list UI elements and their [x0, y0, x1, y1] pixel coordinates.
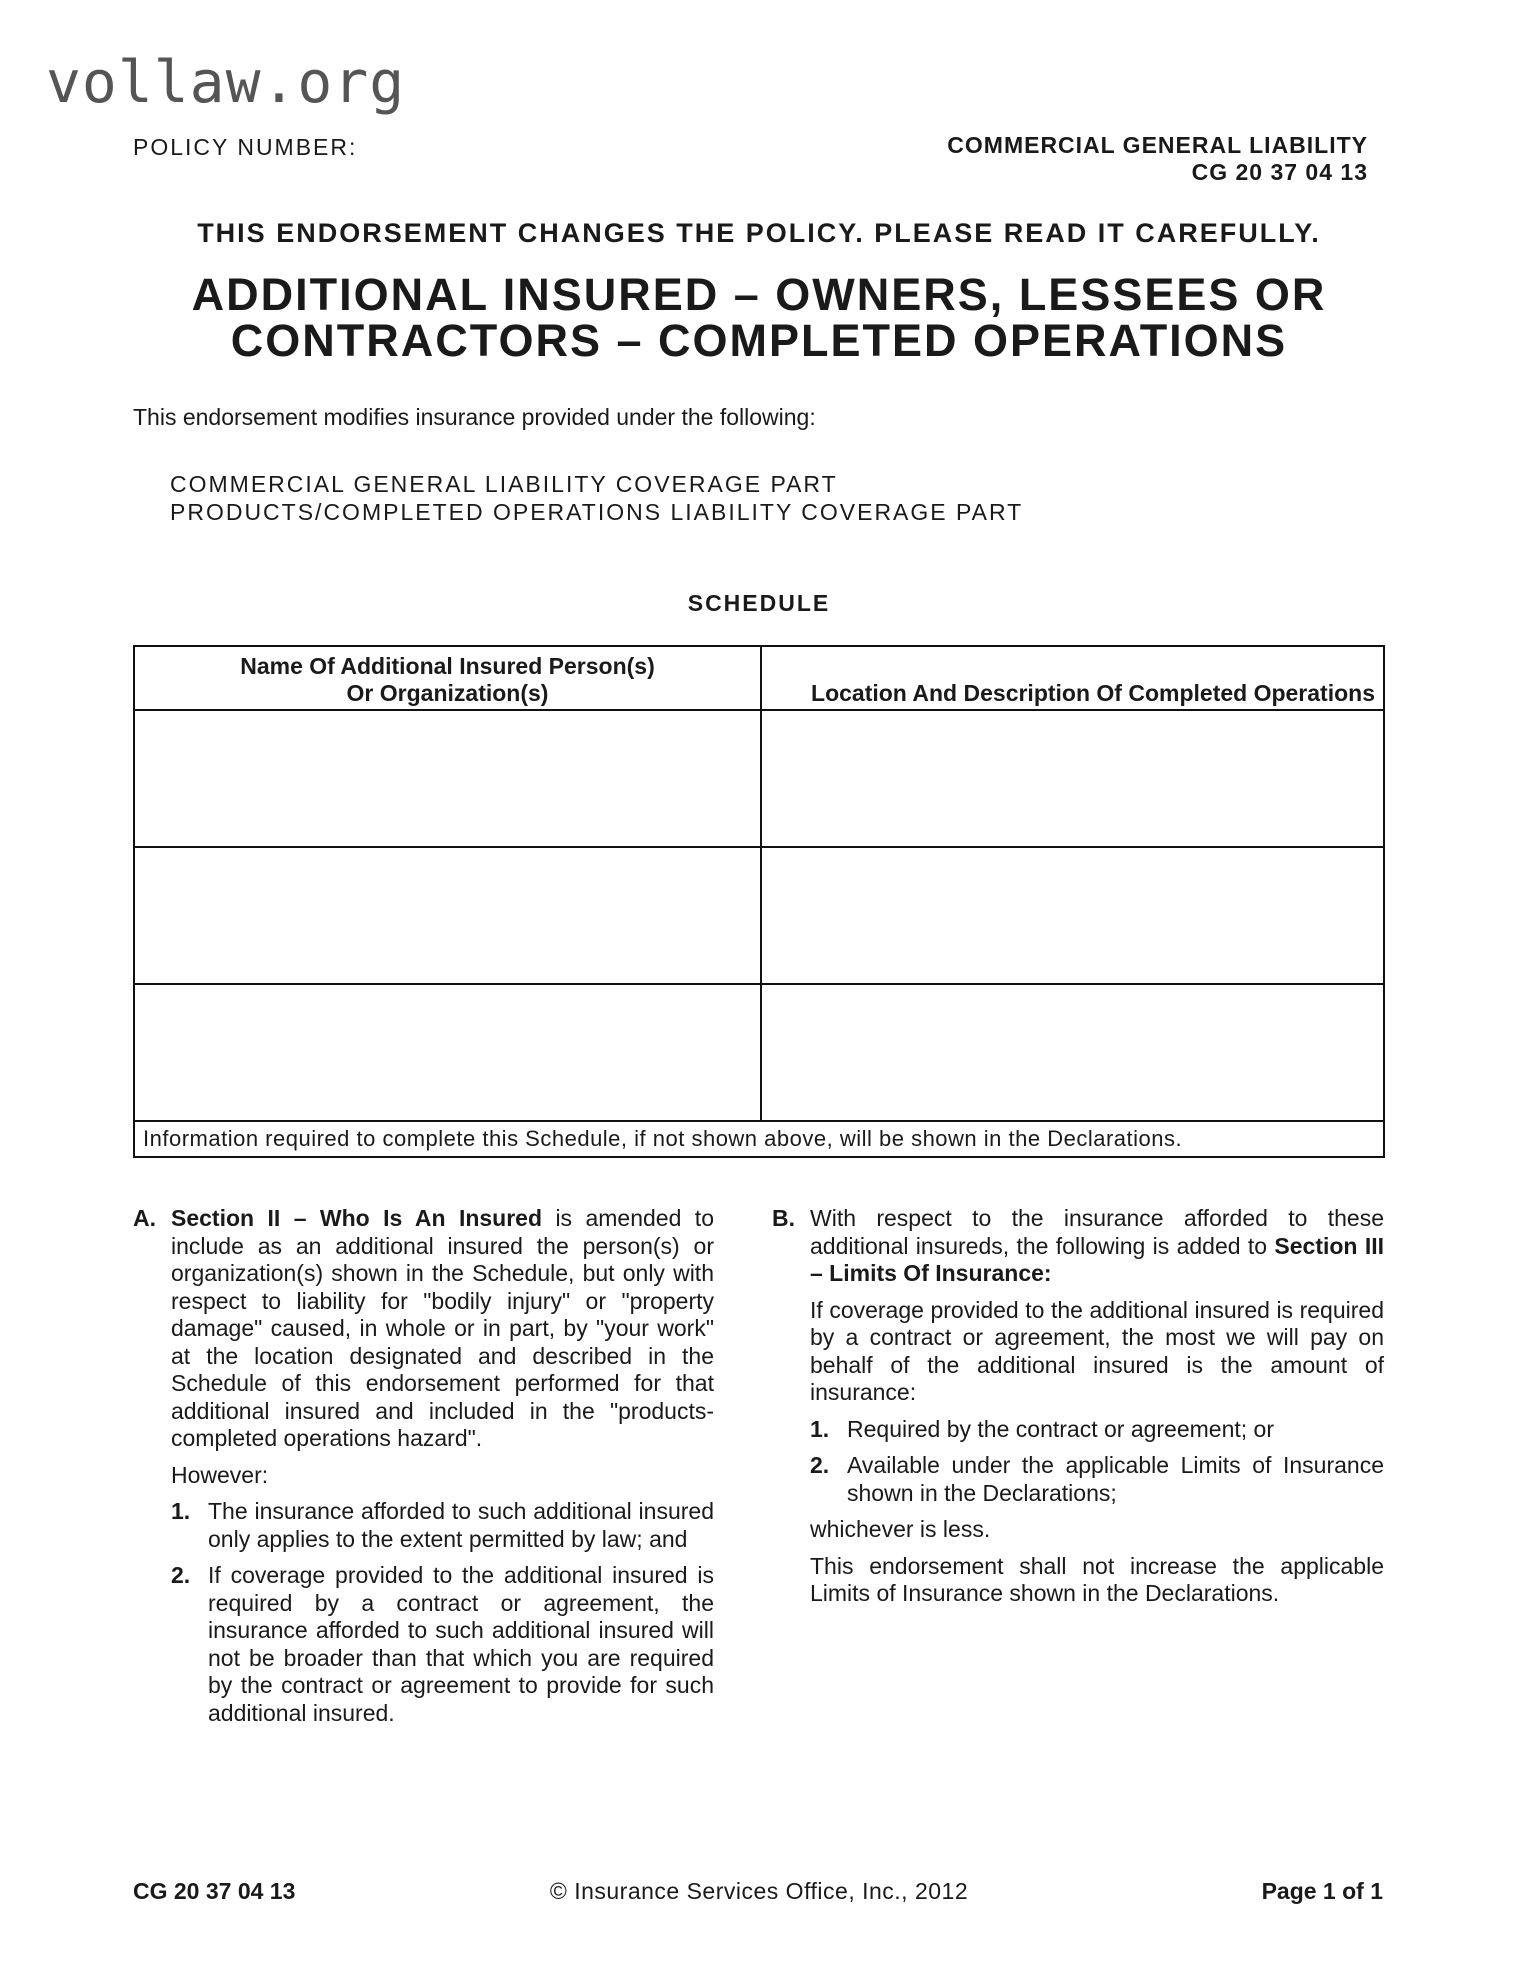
- schedule-table: [133, 645, 1385, 1158]
- schedule-location-cell[interactable]: [761, 710, 1384, 847]
- list-item-number: 2.: [171, 1562, 191, 1588]
- footer-page-number: Page 1 of 1: [1261, 1878, 1383, 1904]
- schedule-name-cell[interactable]: [134, 710, 761, 847]
- table-row: [134, 847, 1384, 984]
- section-b-text: With respect to the insurance afforded to these additional insureds, the following is added to: [810, 1205, 1384, 1259]
- schedule-col-name-line-1: Name Of Additional Insured Person(s): [240, 653, 655, 679]
- section-b-body: [810, 1205, 1384, 1617]
- section-b-closing: This endorsement shall not increase the applicable Limits of Insurance shown in the Declarations.: [810, 1552, 1384, 1606]
- schedule-note-row: [134, 1121, 1384, 1157]
- section-a: [133, 1205, 714, 1736]
- schedule-location-cell[interactable]: [761, 847, 1384, 984]
- list-item-text: Required by the contract or agreement; or: [847, 1415, 1275, 1442]
- section-b-para: If coverage provided to the additional insured is required by a contract or agreement, the most we will pay on behalf of the additional insured is the amount of insurance:: [810, 1296, 1384, 1405]
- section-b: [772, 1205, 1384, 1617]
- list-item: [810, 1416, 1384, 1444]
- schedule-heading: SCHEDULE: [687, 590, 831, 616]
- table-row: [134, 710, 1384, 847]
- section-b-item: [772, 1205, 1384, 1617]
- schedule-col-name-header: [134, 646, 761, 710]
- section-b-whichever: whichever is less.: [810, 1516, 991, 1542]
- coverage-parts-list: [170, 470, 1023, 526]
- schedule-col-location-header: Location And Description Of Completed Operations: [761, 646, 1384, 710]
- title-line-1: ADDITIONAL INSURED – OWNERS, LESSEES OR: [191, 269, 1327, 320]
- section-a-item: [133, 1205, 714, 1736]
- list-item: [171, 1562, 714, 1727]
- list-item-text: Available under the applicable Limits of Insurance shown in the Declarations;: [847, 1452, 1384, 1506]
- list-item-number: 1.: [171, 1498, 191, 1524]
- section-a-label: A.: [133, 1205, 156, 1231]
- table-row: [134, 984, 1384, 1121]
- schedule-location-cell[interactable]: [761, 984, 1384, 1121]
- section-a-body: [171, 1205, 714, 1736]
- schedule-col-name-line-2: Or Organization(s): [346, 680, 549, 706]
- section-a-lead: Section II – Who Is An Insured: [171, 1205, 543, 1231]
- watermark-text: vollaw.org: [46, 48, 406, 116]
- section-a-text: is amended to include as an additional insured the person(s) or organization(s) shown in the Schedule, but only with respect to liability for "bodily injury" or "property damage" caused, in whole or in part, by "your work" at the location designated and described in the Schedule of this endorsement performed for that additional insured and included in the "products-completed operations hazard".: [171, 1205, 714, 1451]
- policy-number-label: POLICY NUMBER:: [133, 134, 358, 160]
- page-title: [0, 269, 1518, 366]
- coverage-part: COMMERCIAL GENERAL LIABILITY COVERAGE PART: [170, 471, 838, 497]
- title-line-2: CONTRACTORS – COMPLETED OPERATIONS: [230, 315, 1288, 366]
- footer-copyright: © Insurance Services Office, Inc., 2012: [549, 1878, 969, 1904]
- form-header: [947, 132, 1368, 186]
- schedule-header-row: [134, 646, 1384, 710]
- list-item: [810, 1452, 1384, 1507]
- list-item-number: 1.: [810, 1415, 830, 1442]
- schedule-name-cell[interactable]: [134, 984, 761, 1121]
- section-b-label: B.: [772, 1205, 795, 1231]
- footer-form-code: CG 20 37 04 13: [133, 1878, 296, 1904]
- section-b-paragraph: [810, 1205, 1384, 1288]
- endorsement-notice: THIS ENDORSEMENT CHANGES THE POLICY. PLEASE READ IT CAREFULLY.: [197, 218, 1321, 248]
- coverage-part: PRODUCTS/COMPLETED OPERATIONS LIABILITY COVERAGE PART: [170, 499, 1024, 525]
- modifies-statement: This endorsement modifies insurance provided under the following:: [133, 404, 816, 430]
- section-a-however: However:: [171, 1461, 269, 1488]
- section-b-bold-tail: Section III – Limits Of Insurance:: [810, 1232, 1384, 1286]
- form-code: CG 20 37 04 13: [1191, 159, 1368, 185]
- list-item-text: If coverage provided to the additional insured is required by a contract or agreement, the insurance afforded to such additional insured will not be broader than that which you are required by the contract or agreement to provide for such additional insured.: [208, 1562, 714, 1726]
- list-item-text: The insurance afforded to such additional insured only applies to the extent permitted by law; and: [208, 1498, 714, 1552]
- list-item-number: 2.: [810, 1452, 830, 1478]
- line-of-business: COMMERCIAL GENERAL LIABILITY: [947, 132, 1368, 158]
- schedule-name-cell[interactable]: [134, 847, 761, 984]
- section-a-paragraph: [171, 1205, 714, 1453]
- schedule-note: Information required to complete this Schedule, if not shown above, will be shown in the Declarations.: [134, 1121, 1384, 1157]
- list-item: [171, 1498, 714, 1553]
